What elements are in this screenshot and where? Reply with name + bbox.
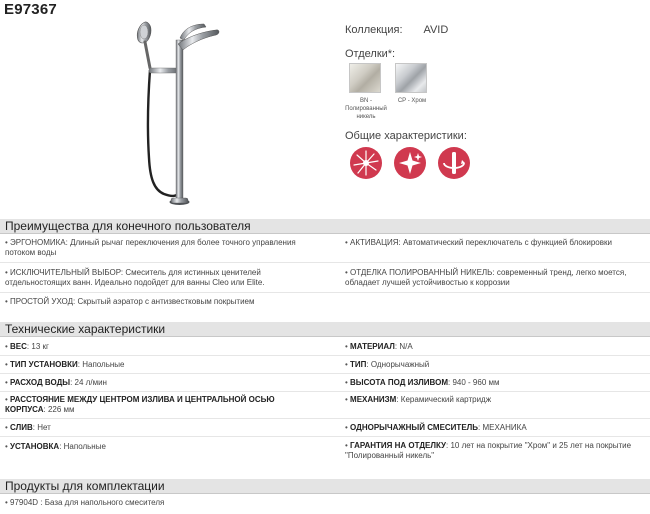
spec-item: • РАСХОД ВОДЫ: 24 л/мин — [5, 378, 107, 387]
general-characteristics-label: Общие характеристики: — [345, 130, 467, 142]
spec-label: РАСХОД ВОДЫ — [10, 378, 71, 387]
spec-item: • ТИП УСТАНОВКИ: Напольные — [5, 360, 125, 369]
finish-caption: BN - Полированный никель — [345, 98, 387, 120]
spray-pattern-icon — [349, 146, 383, 180]
spec-item: • ТИП: Однорычажный — [345, 360, 430, 369]
spec-label: УСТАНОВКА — [10, 442, 60, 451]
spec-label: ТИП УСТАНОВКИ — [10, 360, 78, 369]
spec-value: : Нет — [32, 423, 51, 432]
benefit-label: ЭРГОНОМИКА — [10, 238, 66, 247]
section-header-products: Продукты для комплектации — [0, 479, 650, 494]
spec-label: ТИП — [350, 360, 367, 369]
spec-value: : 226 мм — [43, 405, 75, 414]
benefit-text: : современный тренд, легко моется, обладает лучшей устойчивостью к коррозии — [345, 268, 627, 287]
spec-item: • МЕХАНИЗМ: Керамический картридж — [345, 395, 492, 404]
row-divider — [0, 292, 650, 293]
benefit-label: АКТИВАЦИЯ — [350, 238, 399, 247]
benefit-item: • ПРОСТОЙ УХОД: Скрытый аэратор с антизвестковым покрытием — [5, 297, 255, 306]
benefit-label: ПРОСТОЙ УХОД — [10, 297, 74, 306]
section-header-specs: Технические характеристики — [0, 322, 650, 337]
benefit-item: • ЭРГОНОМИКА: Длиный рычаг переключения для более точного управления потоком воды — [5, 238, 296, 257]
row-divider — [0, 355, 650, 356]
spec-item: • УСТАНОВКА: Напольные — [5, 442, 106, 451]
spec-value: : Керамический картридж — [396, 395, 492, 404]
product-item: • 97904D : База для напольного смесителя — [5, 498, 165, 507]
spec-value: : 10 лет на покрытие "Хром" и 25 лет на покрытие "Полированный никель" — [345, 441, 632, 460]
spec-label: ВЕС — [10, 342, 27, 351]
spec-label: МАТЕРИАЛ — [350, 342, 395, 351]
row-divider — [0, 436, 650, 437]
finishes-label: Отделки*: — [345, 48, 396, 60]
benefit-text: : Длиный рычаг переключения для более точного управления потоком воды — [5, 238, 296, 257]
benefit-text: : Смеситель для истинных ценителей отдельностоящих ванн. Идеально подойдет для ванны Cleo или Elite. — [5, 268, 265, 287]
row-divider — [0, 262, 650, 263]
finish-swatch-cp[interactable] — [395, 63, 429, 121]
benefit-label: ИСКЛЮЧИТЕЛЬНЫЙ ВЫБОР — [10, 268, 121, 277]
spec-value: : МЕХАНИКА — [478, 423, 527, 432]
spec-label: РАССТОЯНИЕ МЕЖДУ ЦЕНТРОМ ИЗЛИВА И ЦЕНТРАЛЬНОЙ ОСЬЮ КОРПУСА — [5, 395, 275, 414]
spec-item: • СЛИВ: Нет — [5, 423, 51, 432]
spec-label: СЛИВ — [10, 423, 33, 432]
feature-icons — [349, 146, 471, 180]
finish-swatch-bn[interactable] — [345, 63, 387, 121]
spec-item: • ГАРАНТИЯ НА ОТДЕЛКУ: 10 лет на покрытие "Хром" и 25 лет на покрытие "Полированный никель" — [345, 441, 632, 460]
product-image — [120, 18, 230, 208]
spec-label: ОДНОРЫЧАЖНЫЙ СМЕСИТЕЛЬ — [350, 423, 479, 432]
spec-item: • МАТЕРИАЛ: N/A — [345, 342, 413, 351]
collection-label: Коллекция: — [345, 24, 403, 36]
spec-label: ГАРАНТИЯ НА ОТДЕЛКУ — [350, 441, 447, 450]
spec-label: ВЫСОТА ПОД ИЗЛИВОМ — [350, 378, 449, 387]
benefit-text: : Автоматический переключатель с функцией блокировки — [398, 238, 612, 247]
row-divider — [0, 373, 650, 374]
spec-value: : 13 кг — [26, 342, 49, 351]
benefit-item: • АКТИВАЦИЯ: Автоматический переключатель с функцией блокировки — [345, 238, 612, 247]
collection-row — [345, 24, 645, 40]
row-divider — [0, 391, 650, 392]
spec-item: • ВЫСОТА ПОД ИЗЛИВОМ: 940 - 960 мм — [345, 378, 500, 387]
spec-label: МЕХАНИЗМ — [350, 395, 397, 404]
product-item-text: 97904D : База для напольного смесителя — [10, 498, 165, 507]
row-divider — [0, 418, 650, 419]
shine-finish-icon — [393, 146, 427, 180]
spec-value: : 24 л/мин — [70, 378, 107, 387]
polished-nickel-swatch — [349, 63, 381, 93]
product-info — [345, 24, 645, 60]
benefit-label: ОТДЕЛКА ПОЛИРОВАННЫЙ НИКЕЛЬ — [350, 268, 493, 277]
spec-value: : N/A — [394, 342, 413, 351]
rotation-icon — [437, 146, 471, 180]
benefit-text: : Скрытый аэратор с антизвестковым покрытием — [73, 297, 255, 306]
benefit-item: • ОТДЕЛКА ПОЛИРОВАННЫЙ НИКЕЛЬ: современный тренд, легко моется, обладает лучшей устойчивостью к коррозии — [345, 268, 627, 287]
spec-value: : Напольные — [59, 442, 106, 451]
product-sku: E97367 — [4, 1, 57, 18]
collection-value: AVID — [423, 24, 449, 36]
spec-value: : Напольные — [77, 360, 125, 369]
spec-value: : Однорычажный — [366, 360, 430, 369]
finish-swatches — [345, 63, 429, 121]
finish-caption: CP - Хром — [397, 98, 427, 104]
benefit-item: • ИСКЛЮЧИТЕЛЬНЫЙ ВЫБОР: Смеситель для истинных ценителей отдельностоящих ванн. Идеально подойдет для ванны Cleo или Elite. — [5, 268, 265, 287]
spec-value: : 940 - 960 мм — [448, 378, 500, 387]
spec-item: • ВЕС: 13 кг — [5, 342, 49, 351]
spec-item: • РАССТОЯНИЕ МЕЖДУ ЦЕНТРОМ ИЗЛИВА И ЦЕНТРАЛЬНОЙ ОСЬЮ КОРПУСА: 226 мм — [5, 395, 275, 414]
spec-item: • ОДНОРЫЧАЖНЫЙ СМЕСИТЕЛЬ: МЕХАНИКА — [345, 423, 527, 432]
chrome-swatch — [395, 63, 427, 93]
section-header-benefits: Преимущества для конечного пользователя — [0, 219, 650, 234]
